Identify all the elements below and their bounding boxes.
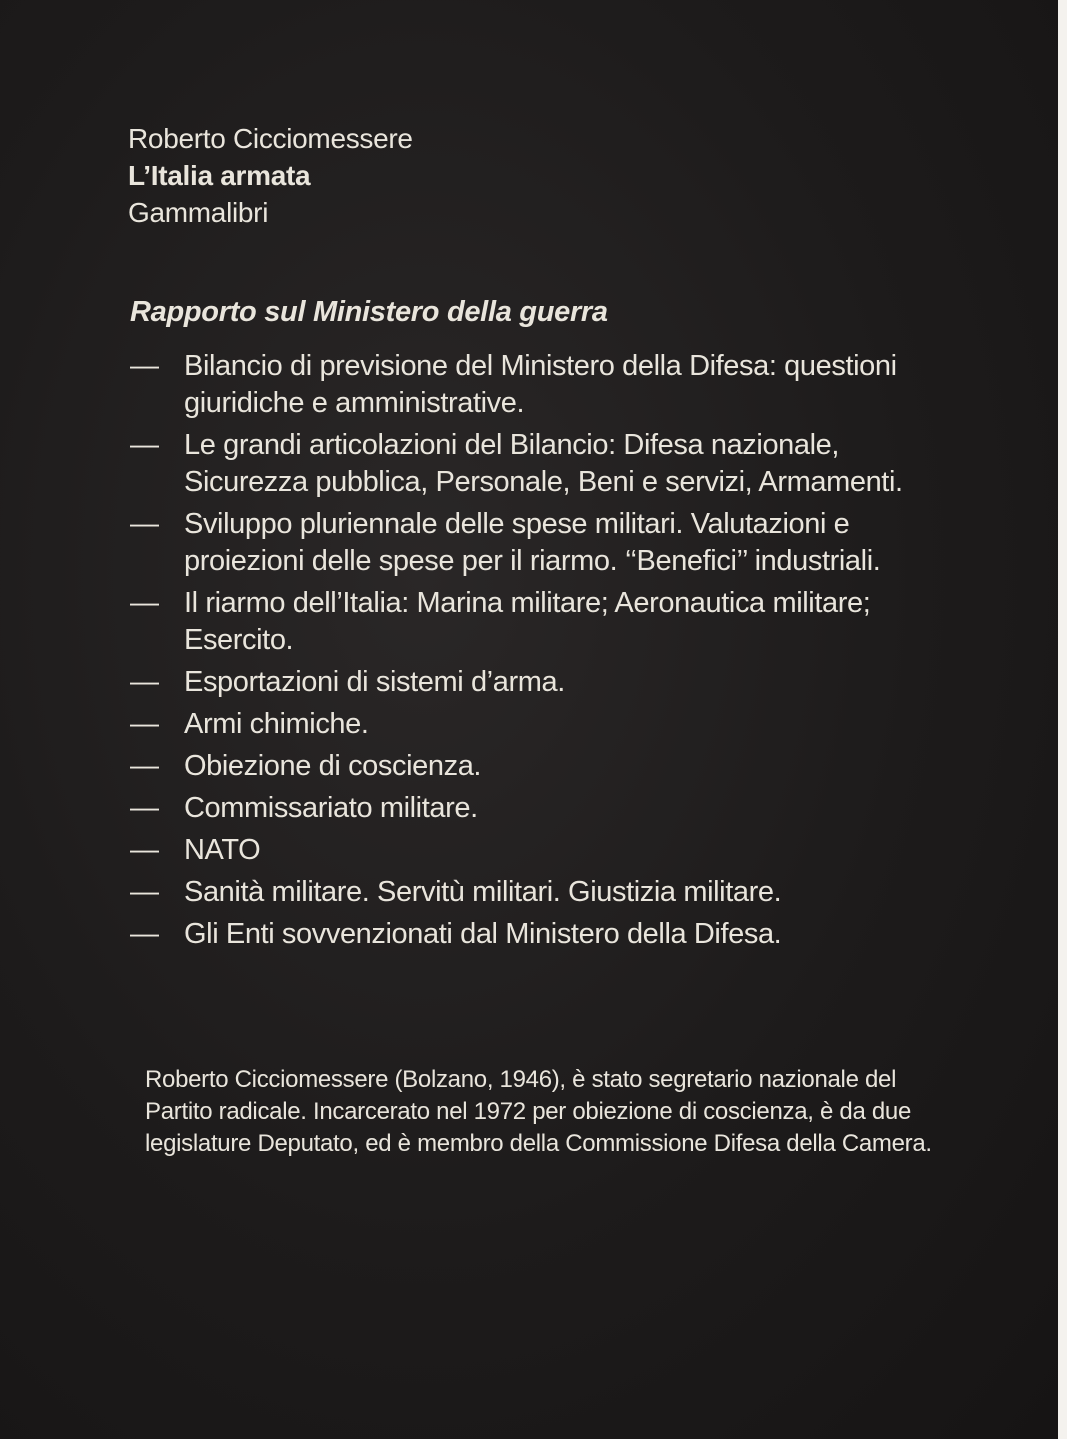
list-item xyxy=(130,506,930,580)
list-item xyxy=(130,790,930,827)
dash: — xyxy=(130,750,159,782)
list-item xyxy=(130,706,930,743)
dash: — xyxy=(130,792,159,824)
dash: — xyxy=(130,508,159,540)
list-item-text: Bilancio di previsione del Ministero della Difesa: questioni giuridiche e amministrative. xyxy=(184,350,897,419)
dash: — xyxy=(130,350,159,382)
list-item-text: Le grandi articolazioni del Bilancio: Difesa nazionale, Sicurezza pubblica, Personale, Beni e servizi, Armamenti. xyxy=(184,429,903,498)
list-item xyxy=(130,748,930,785)
list-item-text: Armi chimiche. xyxy=(184,708,369,740)
subtitle: Rapporto sul Ministero della guerra xyxy=(130,296,608,328)
list-item xyxy=(130,832,930,869)
list-item xyxy=(130,874,930,911)
list-item xyxy=(130,585,930,659)
contents-list xyxy=(130,348,930,958)
list-item-text: NATO xyxy=(184,834,261,866)
author-name: Roberto Cicciomessere xyxy=(128,123,413,154)
book-header xyxy=(128,120,413,231)
author-bio: Roberto Cicciomessere (Bolzano, 1946), è stato segretario nazionale del Partito radicale. Incarcerato nel 1972 per obiezione di coscienza, è da due legislature Deputato, ed è membro della Commissione Difesa della Camera. xyxy=(145,1066,932,1157)
list-item xyxy=(130,427,930,501)
book-title: L’Italia armata xyxy=(128,160,311,191)
dash: — xyxy=(130,876,159,908)
list-item-text: Obiezione di coscienza. xyxy=(184,750,482,782)
list-item-text: Il riarmo dell’Italia: Marina militare; Aeronautica militare; Esercito. xyxy=(184,587,871,656)
dash: — xyxy=(130,834,159,866)
dash: — xyxy=(130,429,159,461)
dash: — xyxy=(130,708,159,740)
list-item-text: Commissariato militare. xyxy=(184,792,478,824)
list-item-text: Esportazioni di sistemi d’arma. xyxy=(184,666,565,698)
list-item xyxy=(130,916,930,953)
dash: — xyxy=(130,587,159,619)
list-item-text: Gli Enti sovvenzionati dal Ministero della Difesa. xyxy=(184,918,782,950)
publisher: Gammalibri xyxy=(128,197,269,228)
list-item-text: Sanità militare. Servitù militari. Giustizia militare. xyxy=(184,876,782,908)
list-item xyxy=(130,348,930,422)
dash: — xyxy=(130,666,159,698)
list-item-text: Sviluppo pluriennale delle spese militari. Valutazioni e proiezioni delle spese per il riarmo. ‘‘Benefici’’ industriali. xyxy=(184,508,881,577)
list-item xyxy=(130,664,930,701)
dash: — xyxy=(130,918,159,950)
